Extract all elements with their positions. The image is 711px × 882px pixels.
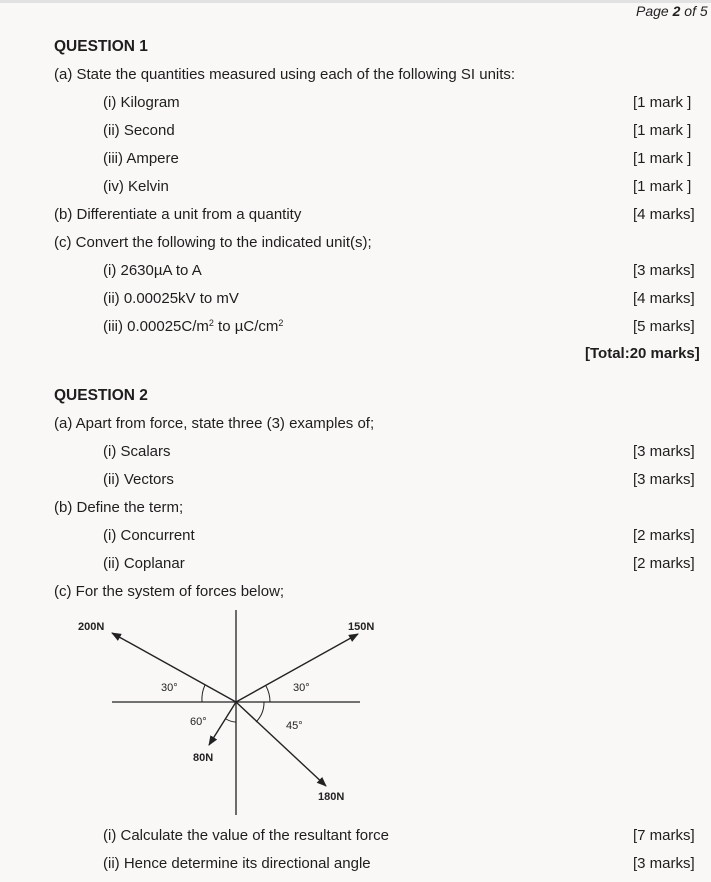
q1-part-c: (c) Convert the following to the indicated unit(s); — [54, 234, 372, 251]
question-1-title: QUESTION 1 — [54, 38, 148, 55]
q1-c-item-3-mark: [5 marks] — [633, 318, 695, 335]
force-180n-arrow — [236, 702, 326, 786]
q1-c-item-3: (iii) $0.00025C/m^2$ to $\mu C/cm^2$ — [103, 318, 284, 335]
angle-arc-200n — [202, 685, 205, 702]
q2-a-item-2: (ii) Vectors — [103, 471, 174, 488]
force-label-200n: 200N — [78, 621, 105, 633]
q2-part-b: (b) Define the term; — [54, 499, 184, 516]
force-diagram — [60, 605, 375, 820]
q1-a-item-2: (ii) Second — [103, 122, 175, 139]
q1-a-item-1-mark: [1 mark ] — [633, 94, 692, 111]
angle-label-150n: 30° — [293, 682, 310, 694]
q1-a-item-2-mark: [1 mark ] — [633, 122, 692, 139]
force-label-150n: 150N — [348, 621, 375, 633]
q1-c-item-2-mark: [4 marks] — [633, 290, 695, 307]
q2-a-item-1-mark: [3 marks] — [633, 443, 695, 460]
angle-label-200n: 30° — [161, 682, 178, 694]
q2-a-item-2-mark: [3 marks] — [633, 471, 695, 488]
angle-arc-80n — [226, 719, 236, 722]
q2-c-item-2-mark: [3 marks] — [633, 855, 695, 872]
q1-c-item-1: (i) 2630µA to A — [103, 262, 202, 279]
q1-part-b: (b) Differentiate a unit from a quantity — [54, 206, 302, 223]
angle-arc-180n — [256, 702, 264, 722]
force-label-180n: 180N — [318, 791, 345, 803]
q2-a-item-1: (i) Scalars — [103, 443, 171, 460]
force-80n-arrow — [209, 702, 236, 745]
q1-c-item-1-mark: [3 marks] — [633, 262, 695, 279]
angle-arc-150n — [266, 686, 270, 702]
q2-c-item-1-mark: [7 marks] — [633, 827, 695, 844]
page-top-edge — [0, 0, 711, 3]
q1-a-item-1: (i) Kilogram — [103, 94, 180, 111]
question-2-title: QUESTION 2 — [54, 387, 148, 404]
q1-part-a: (a) State the quantities measured using each of the following SI units: — [54, 66, 516, 83]
q1-a-item-3: (iii) Ampere — [103, 150, 179, 167]
q1-a-item-4-mark: [1 mark ] — [633, 178, 692, 195]
page-number: Page 2 of 5 — [636, 3, 708, 19]
q2-c-item-1: (i) Calculate the value of the resultant force — [103, 827, 389, 844]
q1-c-item-2: (ii) 0.00025kV to mV — [103, 290, 239, 307]
q1-a-item-3-mark: [1 mark ] — [633, 150, 692, 167]
q2-b-item-1: (i) Concurrent — [103, 527, 195, 544]
q2-part-a: (a) Apart from force, state three (3) examples of; — [54, 415, 375, 432]
angle-label-80n: 60° — [190, 716, 207, 728]
q1-part-b-mark: [4 marks] — [633, 206, 695, 223]
force-label-80n: 80N — [193, 752, 214, 764]
q1-a-item-4: (iv) Kelvin — [103, 178, 169, 195]
q2-c-item-2: (ii) Hence determine its directional angle — [103, 855, 371, 872]
angle-label-180n: 45° — [286, 720, 303, 732]
q2-b-item-1-mark: [2 marks] — [633, 527, 695, 544]
q2-b-item-2-mark: [2 marks] — [633, 555, 695, 572]
q2-b-item-2: (ii) Coplanar — [103, 555, 185, 572]
q1-total: [Total:20 marks] — [585, 345, 700, 362]
q2-part-c: (c) For the system of forces below; — [54, 583, 285, 600]
